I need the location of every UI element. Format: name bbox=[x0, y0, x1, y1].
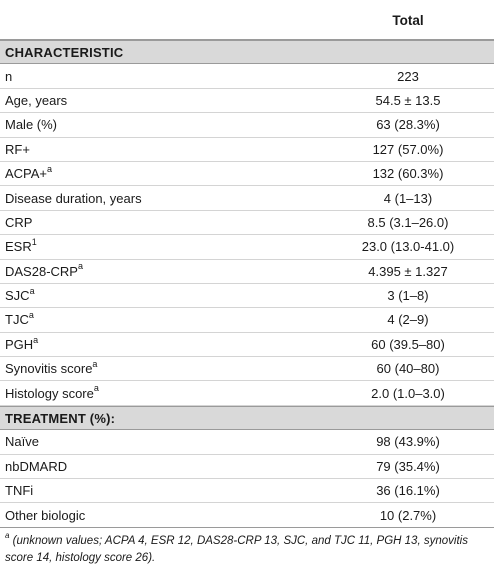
table-footnote bbox=[0, 528, 494, 567]
row-label: Disease duration, years bbox=[5, 190, 142, 206]
row-value: 4.395 ± 1.327 bbox=[368, 263, 448, 279]
row-label: TJC$^a$ bbox=[5, 310, 34, 328]
table-row bbox=[0, 430, 494, 454]
header-total: Total bbox=[392, 13, 424, 28]
table-row bbox=[0, 89, 494, 113]
table-row bbox=[0, 260, 494, 284]
table-row bbox=[0, 64, 494, 88]
row-value: 223 bbox=[397, 68, 419, 84]
row-value: 79 (35.4%) bbox=[376, 458, 440, 474]
row-label: Age, years bbox=[5, 92, 68, 108]
table-row bbox=[0, 186, 494, 210]
table-row bbox=[0, 284, 494, 308]
row-label: TNFi bbox=[5, 483, 34, 499]
row-value: 10 (2.7%) bbox=[379, 507, 437, 523]
section-header-characteristic bbox=[0, 40, 494, 64]
row-label: Synovitis score$^a$ bbox=[5, 358, 98, 377]
row-value: 60 (39.5–80) bbox=[371, 336, 445, 352]
row-value: 98 (43.9%) bbox=[376, 434, 440, 450]
section-title: CHARACTERISTIC bbox=[5, 44, 124, 60]
table-row bbox=[0, 357, 494, 381]
section-title: TREATMENT (%): bbox=[5, 410, 116, 426]
row-label: nbDMARD bbox=[5, 458, 68, 474]
row-value: 23.0 (13.0-41.0) bbox=[361, 239, 455, 255]
row-value: 54.5 ± 13.5 bbox=[375, 92, 441, 108]
row-value: 2.0 (1.0–3.0) bbox=[371, 385, 445, 401]
section-header-treatment bbox=[0, 406, 494, 430]
table-row bbox=[0, 333, 494, 357]
table-row bbox=[0, 138, 494, 162]
row-label: n bbox=[5, 68, 13, 84]
table-row bbox=[0, 308, 494, 332]
row-label: DAS28-CRP$^a$ bbox=[5, 261, 83, 279]
row-value: 132 (60.3%) bbox=[372, 166, 444, 182]
row-value: 4 (1–13) bbox=[383, 190, 433, 206]
table-row bbox=[0, 162, 494, 186]
row-value: 36 (16.1%) bbox=[376, 483, 440, 499]
row-label: CRP bbox=[5, 214, 33, 230]
footnote-text: (unknown values; ACPA 4, ESR 12, DAS28-CRP 13, SJC, and TJC 11, PGH 13, synovitis score 14, histology score 26). bbox=[5, 534, 468, 564]
table-row bbox=[0, 235, 494, 259]
table-row bbox=[0, 455, 494, 479]
row-value: 3 (1–8) bbox=[387, 288, 429, 304]
table-row bbox=[0, 211, 494, 235]
row-label: Other biologic bbox=[5, 507, 86, 523]
row-value: 60 (40–80) bbox=[376, 361, 440, 377]
row-value: 8.5 (3.1–26.0) bbox=[367, 214, 449, 230]
row-value: 63 (28.3%) bbox=[376, 117, 440, 133]
footnote-marker: a bbox=[5, 530, 10, 540]
row-label: ESR$^1$ bbox=[5, 236, 37, 255]
row-label: PGH$^a$ bbox=[5, 334, 39, 352]
table-header-row bbox=[0, 0, 494, 40]
table-row bbox=[0, 381, 494, 405]
row-label: SJC$^a$ bbox=[5, 285, 35, 304]
row-label: ACPA+$^a$ bbox=[5, 163, 53, 182]
table-row bbox=[0, 503, 494, 527]
row-label: Histology score$^a$ bbox=[5, 383, 99, 401]
row-value: 127 (57.0%) bbox=[372, 141, 444, 157]
row-label: Naïve bbox=[5, 434, 39, 450]
table-row bbox=[0, 479, 494, 503]
row-label: RF+ bbox=[5, 141, 30, 157]
row-value: 4 (2–9) bbox=[387, 312, 429, 328]
table-row bbox=[0, 113, 494, 137]
row-label: Male (%) bbox=[5, 117, 58, 133]
